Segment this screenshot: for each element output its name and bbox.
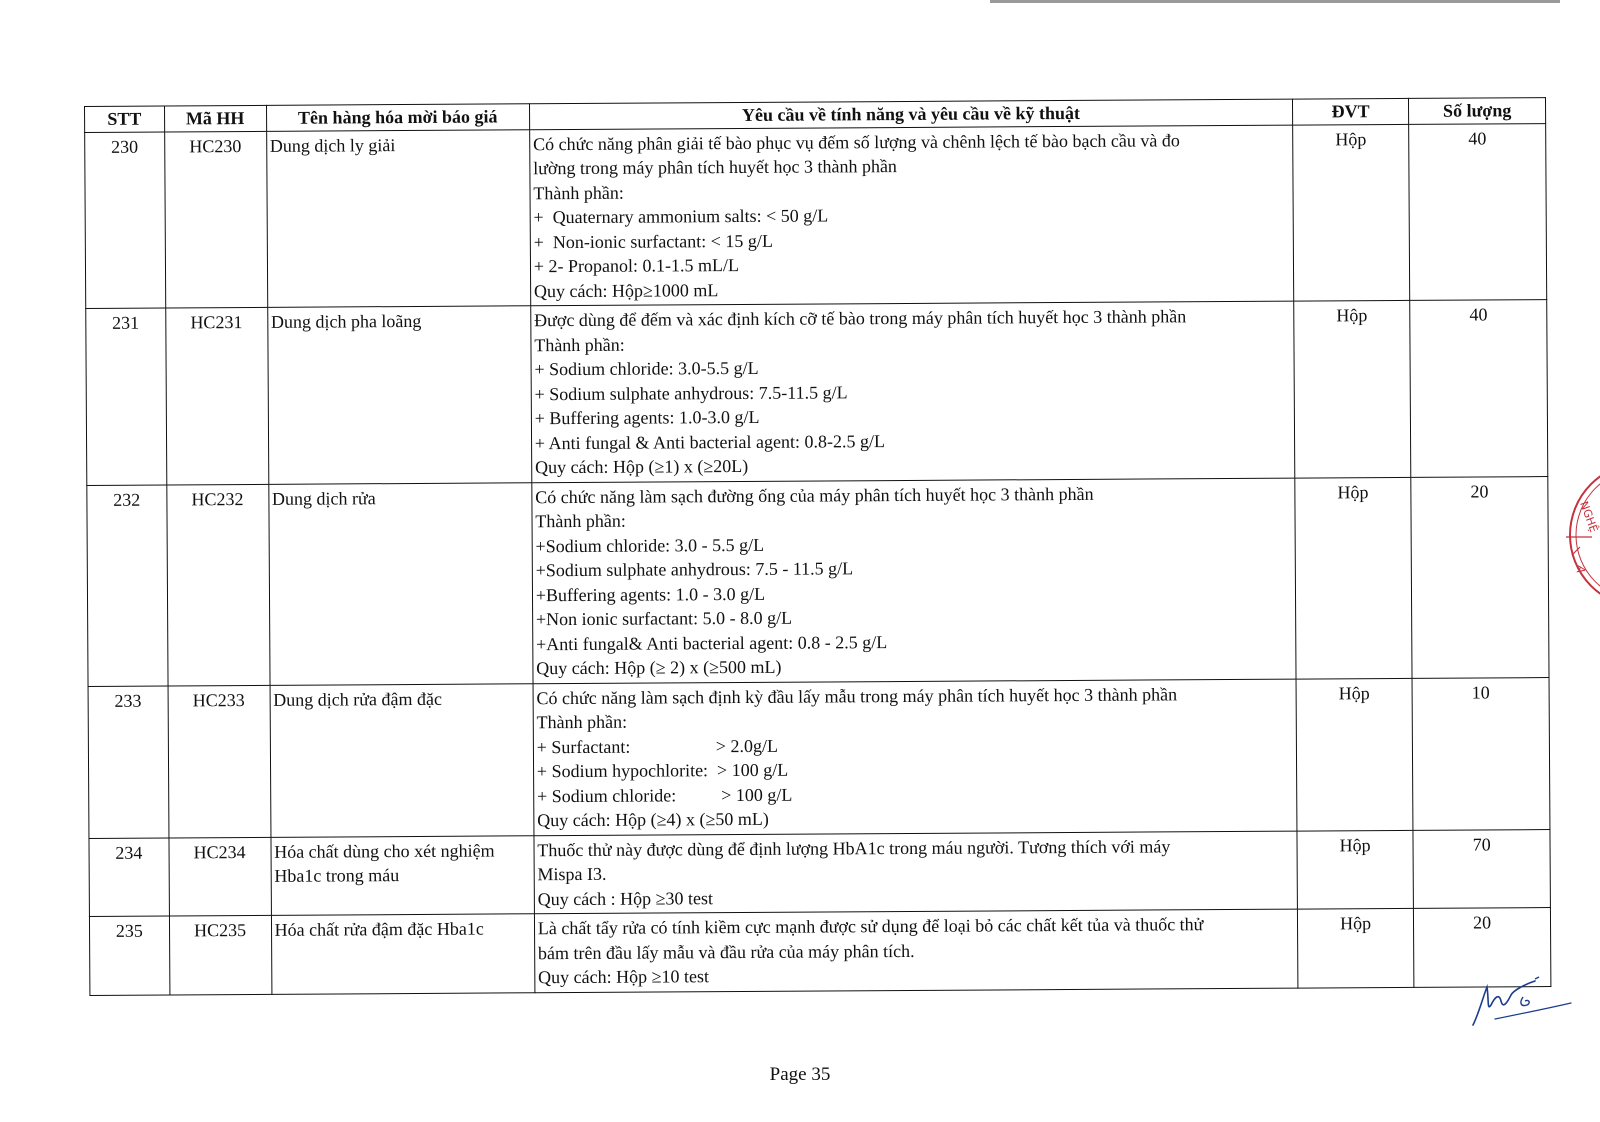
table-row [86,300,1548,485]
spec-line: +Buffering agents: 1.0 - 3.0 g/L [535,583,766,605]
spec-line: Thành phần: [533,182,624,203]
cell-so-luong: 10 [1412,677,1550,830]
spec-line: Thuốc thử này được dùng để định lượng HbA1c trong máu người. Tương thích với máy [537,835,1171,860]
svg-text:A: A [1573,564,1588,575]
cell-ma-hh: HC233 [168,685,271,838]
cell-dvt: Hộp [1296,678,1413,831]
spec-line: Thành phần: [536,711,628,733]
cell-yeu-cau [532,478,1296,684]
table-body [85,123,1551,995]
cell-yeu-cau [533,679,1297,836]
cell-ten-hang-hoa: Hóa chất dùng cho xét nghiệm Hba1c trong máu [271,835,535,915]
spec-line: + Anti fungal & Anti bacterial agent: 0.8-2.5 g/L [534,430,886,453]
cell-so-luong: 20 [1414,908,1551,987]
cell-yeu-cau [534,831,1298,914]
spec-line: Mispa I3. [537,863,607,885]
spec-line: Có chức năng làm sạch định kỳ đầu lấy mẫu trong máy phân tích huyết học 3 thành phần [536,683,1178,708]
table-row [89,908,1550,995]
spec-line: Quy cách: Hộp≥1000 mL [533,279,719,301]
page-number: Page 35 [769,1064,831,1085]
spec-line: Có chức năng làm sạch đường ống của máy phân tích huyết học 3 thành phần [535,483,1094,507]
spec-line: lường trong máy phân tích huyết học 3 thành phần [533,156,897,179]
header-ten-hang-hoa: Tên hàng hóa mời báo giá [266,104,529,131]
table-row [88,677,1550,838]
cell-stt: 230 [85,132,166,309]
cell-dvt: Hộp [1297,908,1414,987]
spec-line: + Sodium chloride: 3.0-5.5 g/L [534,357,759,380]
cell-ma-hh: HC235 [169,915,271,994]
header-so-luong: Số lượng [1409,98,1546,124]
header-stt: STT [85,106,165,132]
spec-line: Là chất tẩy rửa có tính kiềm cực mạnh được sử dụng để loại bỏ các chất kết tủa và thuốc thử [537,914,1204,939]
table-row [89,829,1550,916]
cell-so-luong: 20 [1411,476,1549,678]
spec-line: Quy cách : Hộp ≥30 test [537,887,714,909]
spec-line: Quy cách: Hộp ≥10 test [538,966,710,988]
spec-line: bám trên đầu lấy mẫu và đầu rửa của máy phân tích. [537,940,915,963]
cell-stt: 232 [87,485,168,686]
header-dvt: ĐVT [1292,98,1408,124]
spec-line: + Sodium hypochlorite: > 100 g/L [536,759,789,782]
table-row [87,476,1549,686]
spec-line: + 2- Propanol: 0.1-1.5 mL/L [533,255,739,277]
spec-line: Thành phần: [535,510,626,532]
cell-ten-hang-hoa: Dung dịch pha loãng [267,306,531,484]
cell-stt: 234 [89,837,169,916]
spec-line: + Quaternary ammonium salts: < 50 g/L [533,205,829,228]
spec-line: Quy cách: Hộp (≥4) x (≥50 mL) [537,808,769,831]
red-stamp [1562,455,1600,615]
spec-line: + Sodium chloride: > 100 g/L [536,784,793,806]
scan-edge-line [990,0,1560,3]
cell-stt: 233 [88,686,169,838]
spec-line: Quy cách: Hộp (≥ 2) x (≥500 mL) [536,656,782,679]
cell-so-luong: 40 [1409,123,1547,300]
cell-ten-hang-hoa: Dung dịch rửa [268,482,532,685]
table-row [85,123,1547,308]
spec-line: + Buffering agents: 1.0-3.0 g/L [534,406,760,429]
cell-dvt: Hộp [1293,124,1410,301]
spec-line: +Sodium chloride: 3.0 - 5.5 g/L [535,534,765,556]
cell-so-luong: 40 [1410,300,1548,477]
cell-ma-hh: HC230 [164,131,267,308]
svg-text:NGHỆ: NGHỆ [1577,499,1600,535]
cell-dvt: Hộp [1294,300,1411,477]
cell-ma-hh: HC232 [166,484,269,686]
cell-ten-hang-hoa: Hóa chất rửa đậm đặc Hba1c [271,914,535,994]
quotation-table-container [84,97,1551,995]
header-yeu-cau: Yêu cầu về tính năng và yêu cầu về kỹ thuật [529,99,1292,129]
cell-dvt: Hộp [1297,830,1414,909]
cell-ma-hh: HC231 [165,307,268,484]
cell-yeu-cau [534,909,1298,992]
handwritten-signature [1465,975,1575,1040]
spec-line: +Anti fungal& Anti bacterial agent: 0.8 - 2.5 g/L [536,631,888,654]
cell-stt: 235 [89,916,169,995]
spec-line: + Surfactant: > 2.0g/L [536,735,779,757]
header-ma-hh: Mã HH [164,105,266,131]
cell-ten-hang-hoa: Dung dịch ly giải [266,129,530,307]
spec-line: Quy cách: Hộp (≥1) x (≥20L) [534,455,749,478]
cell-so-luong: 70 [1413,829,1550,908]
cell-ma-hh: HC234 [169,837,271,916]
spec-line: +Sodium sulphate anhydrous: 7.5 - 11.5 g/L [535,558,854,581]
spec-line: Được dùng để đếm và xác định kích cỡ tế bào trong máy phân tích huyết học 3 thành phần [534,306,1187,331]
quotation-table [84,97,1551,995]
spec-line: + Sodium sulphate anhydrous: 7.5-11.5 g/L [534,381,848,404]
cell-yeu-cau [529,125,1293,306]
cell-ten-hang-hoa: Dung dịch rửa đậm đặc [270,683,534,837]
spec-line: + Non-ionic surfactant: < 15 g/L [533,230,773,252]
cell-stt: 231 [86,308,167,485]
cell-yeu-cau [531,301,1295,482]
cell-dvt: Hộp [1295,477,1413,679]
spec-line: Thành phần: [534,334,625,355]
spec-line: +Non ionic surfactant: 5.0 - 8.0 g/L [535,607,793,630]
spec-line: Có chức năng phân giải tế bào phục vụ đếm số lượng và chênh lệch tế bào bạch cầu và đo [532,129,1180,154]
